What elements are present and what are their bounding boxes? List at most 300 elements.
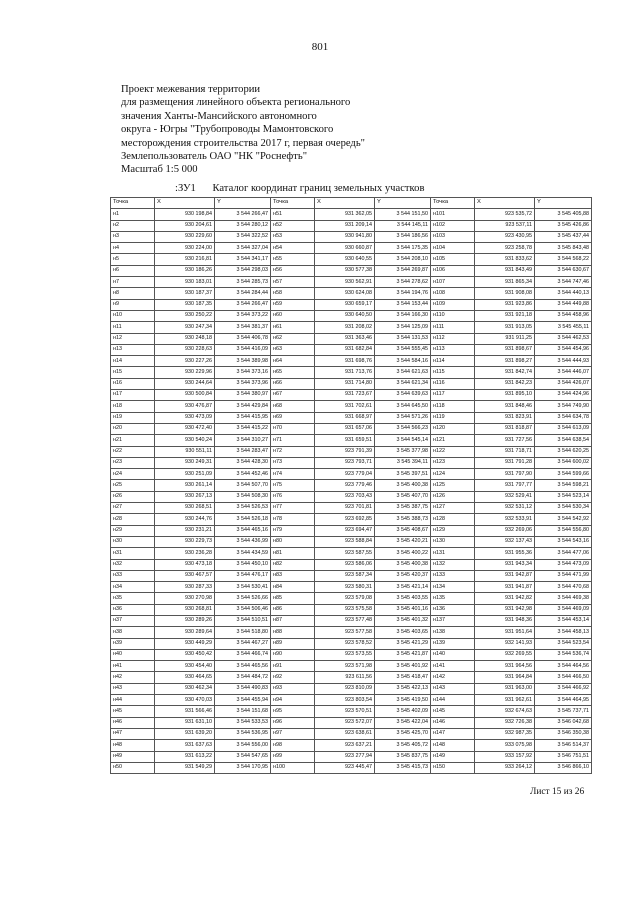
y-cell: 3 545 455,11 xyxy=(535,322,592,333)
table-row xyxy=(111,615,592,626)
point-cell: н83 xyxy=(271,570,315,581)
x-cell: 931 209,14 xyxy=(315,220,375,231)
point-cell: н23 xyxy=(111,457,155,468)
y-cell: 3 544 477,06 xyxy=(535,548,592,559)
y-cell: 3 544 749,90 xyxy=(535,401,592,412)
x-cell: 931 791,28 xyxy=(475,457,535,468)
x-cell: 930 462,34 xyxy=(155,683,215,694)
y-cell: 3 544 484,72 xyxy=(215,672,271,683)
x-cell: 930 231,21 xyxy=(155,525,215,536)
y-cell: 3 544 542,92 xyxy=(535,514,592,525)
point-cell: н90 xyxy=(271,649,315,660)
header-line: месторождения строительства 2017 г, первая очередь" xyxy=(121,137,365,149)
table-row xyxy=(111,672,592,683)
x-cell: 930 187,35 xyxy=(155,299,215,310)
point-cell: н123 xyxy=(431,457,475,468)
col-header-y: Y xyxy=(535,198,592,209)
point-cell: н25 xyxy=(111,480,155,491)
header-line: значения Ханты-Мансийского автономного xyxy=(121,110,317,122)
col-header-x: X xyxy=(315,198,375,209)
table-row xyxy=(111,322,592,333)
point-cell: н144 xyxy=(431,695,475,706)
point-cell: н6 xyxy=(111,265,155,276)
y-cell: 3 544 131,53 xyxy=(375,333,431,344)
x-cell: 923 587,55 xyxy=(315,548,375,559)
x-cell: 930 248,18 xyxy=(155,333,215,344)
x-cell: 923 571,98 xyxy=(315,661,375,672)
point-cell: н147 xyxy=(431,728,475,739)
table-row xyxy=(111,717,592,728)
point-cell: н26 xyxy=(111,491,155,502)
x-cell: 931 898,27 xyxy=(475,356,535,367)
header-line: Масштаб 1:5 000 xyxy=(121,164,198,176)
point-cell: н143 xyxy=(431,683,475,694)
table-row xyxy=(111,514,592,525)
y-cell: 3 545 421,14 xyxy=(375,582,431,593)
x-cell: 931 848,46 xyxy=(475,401,535,412)
point-cell: н76 xyxy=(271,491,315,502)
table-row xyxy=(111,582,592,593)
table-row xyxy=(111,344,592,355)
table-row xyxy=(111,480,592,491)
table-row xyxy=(111,378,592,389)
point-cell: н85 xyxy=(271,593,315,604)
x-cell: 930 198,84 xyxy=(155,209,215,220)
x-cell: 923 586,06 xyxy=(315,559,375,570)
x-cell: 930 228,63 xyxy=(155,344,215,355)
y-cell: 3 544 476,17 xyxy=(215,570,271,581)
x-cell: 932 269,06 xyxy=(475,525,535,536)
y-cell: 3 545 387,75 xyxy=(375,503,431,514)
y-cell: 3 544 175,35 xyxy=(375,243,431,254)
y-cell: 3 544 510,51 xyxy=(215,615,271,626)
header-line: Проект межевания территории xyxy=(121,84,261,95)
y-cell: 3 545 408,67 xyxy=(375,525,431,536)
y-cell: 3 545 425,70 xyxy=(375,728,431,739)
point-cell: н100 xyxy=(271,762,315,773)
y-cell: 3 544 380,97 xyxy=(215,390,271,401)
point-cell: н82 xyxy=(271,559,315,570)
point-cell: н62 xyxy=(271,333,315,344)
x-cell: 931 955,36 xyxy=(475,548,535,559)
y-cell: 3 544 283,47 xyxy=(215,446,271,457)
x-cell: 923 570,51 xyxy=(315,706,375,717)
point-cell: н84 xyxy=(271,582,315,593)
x-cell: 930 244,64 xyxy=(155,378,215,389)
y-cell: 3 544 436,99 xyxy=(215,536,271,547)
point-cell: н40 xyxy=(111,649,155,660)
x-cell: 931 923,86 xyxy=(475,299,535,310)
x-cell: 931 797,77 xyxy=(475,480,535,491)
x-cell: 930 640,50 xyxy=(315,310,375,321)
point-cell: н49 xyxy=(111,751,155,762)
y-cell: 3 544 429,84 xyxy=(215,401,271,412)
table-body xyxy=(111,209,592,774)
point-cell: н22 xyxy=(111,446,155,457)
y-cell: 3 544 298,03 xyxy=(215,265,271,276)
x-cell: 923 703,43 xyxy=(315,491,375,502)
point-cell: н98 xyxy=(271,740,315,751)
point-cell: н117 xyxy=(431,390,475,401)
y-cell: 3 545 397,51 xyxy=(375,469,431,480)
y-cell: 3 544 639,63 xyxy=(375,390,431,401)
x-cell: 930 261,14 xyxy=(155,480,215,491)
y-cell: 3 544 571,26 xyxy=(375,412,431,423)
point-cell: н65 xyxy=(271,367,315,378)
x-cell: 932 529,41 xyxy=(475,491,535,502)
point-cell: н44 xyxy=(111,695,155,706)
table-title: Каталог координат границ земельных участков xyxy=(212,183,425,194)
point-cell: н45 xyxy=(111,706,155,717)
x-cell: 923 701,81 xyxy=(315,503,375,514)
y-cell: 3 544 645,50 xyxy=(375,401,431,412)
x-cell: 930 470,03 xyxy=(155,695,215,706)
table-row xyxy=(111,536,592,547)
y-cell: 3 544 186,56 xyxy=(375,231,431,242)
point-cell: н93 xyxy=(271,683,315,694)
point-cell: н148 xyxy=(431,740,475,751)
x-cell: 930 454,40 xyxy=(155,661,215,672)
y-cell: 3 544 536,95 xyxy=(215,728,271,739)
y-cell: 3 544 526,53 xyxy=(215,503,271,514)
y-cell: 3 544 466,74 xyxy=(215,649,271,660)
y-cell: 3 545 415,73 xyxy=(375,762,431,773)
table-row xyxy=(111,220,592,231)
sheet-counter: Лист 15 из 26 xyxy=(530,787,585,797)
point-cell: н31 xyxy=(111,548,155,559)
y-cell: 3 545 421,87 xyxy=(375,649,431,660)
point-cell: н135 xyxy=(431,593,475,604)
point-cell: н86 xyxy=(271,604,315,615)
point-cell: н92 xyxy=(271,672,315,683)
x-cell: 930 270,98 xyxy=(155,593,215,604)
y-cell: 3 544 530,34 xyxy=(535,503,592,514)
point-cell: н89 xyxy=(271,638,315,649)
x-cell: 923 779,46 xyxy=(315,480,375,491)
y-cell: 3 544 424,96 xyxy=(535,390,592,401)
x-cell: 930 640,55 xyxy=(315,254,375,265)
y-cell: 3 544 465,16 xyxy=(215,525,271,536)
point-cell: н16 xyxy=(111,378,155,389)
y-cell: 3 544 469,38 xyxy=(535,593,592,604)
x-cell: 930 660,87 xyxy=(315,243,375,254)
y-cell: 3 544 555,45 xyxy=(375,344,431,355)
table-row xyxy=(111,604,592,615)
y-cell: 3 545 843,48 xyxy=(535,243,592,254)
y-cell: 3 544 518,80 xyxy=(215,627,271,638)
point-cell: н72 xyxy=(271,446,315,457)
x-cell: 931 865,34 xyxy=(475,277,535,288)
x-cell: 930 229,96 xyxy=(155,367,215,378)
point-cell: н139 xyxy=(431,638,475,649)
point-cell: н106 xyxy=(431,265,475,276)
point-cell: н13 xyxy=(111,344,155,355)
point-cell: н115 xyxy=(431,367,475,378)
x-cell: 931 668,97 xyxy=(315,412,375,423)
x-cell: 930 186,26 xyxy=(155,265,215,276)
y-cell: 3 544 416,09 xyxy=(215,344,271,355)
point-cell: н32 xyxy=(111,559,155,570)
x-cell: 931 964,84 xyxy=(475,672,535,683)
y-cell: 3 544 600,02 xyxy=(535,457,592,468)
y-cell: 3 544 584,16 xyxy=(375,356,431,367)
y-cell: 3 545 377,98 xyxy=(375,446,431,457)
table-row xyxy=(111,751,592,762)
x-cell: 932 533,91 xyxy=(475,514,535,525)
point-cell: н95 xyxy=(271,706,315,717)
x-cell: 931 833,62 xyxy=(475,254,535,265)
point-cell: н64 xyxy=(271,356,315,367)
y-cell: 3 544 464,95 xyxy=(535,695,592,706)
point-cell: н120 xyxy=(431,423,475,434)
x-cell: 923 580,31 xyxy=(315,582,375,593)
point-cell: н3 xyxy=(111,231,155,242)
point-cell: н126 xyxy=(431,491,475,502)
x-cell: 931 718,71 xyxy=(475,446,535,457)
coordinate-catalog-table xyxy=(110,197,592,774)
x-cell: 930 224,00 xyxy=(155,243,215,254)
table-row xyxy=(111,728,592,739)
point-cell: н11 xyxy=(111,322,155,333)
point-cell: н59 xyxy=(271,299,315,310)
point-cell: н108 xyxy=(431,288,475,299)
y-cell: 3 544 444,93 xyxy=(535,356,592,367)
x-cell: 931 362,05 xyxy=(315,209,375,220)
x-cell: 923 445,47 xyxy=(315,762,375,773)
document-header xyxy=(121,83,541,177)
x-cell: 923 573,55 xyxy=(315,649,375,660)
y-cell: 3 544 145,11 xyxy=(375,220,431,231)
x-cell: 931 942,87 xyxy=(475,570,535,581)
y-cell: 3 544 440,13 xyxy=(535,288,592,299)
x-cell: 930 229,73 xyxy=(155,536,215,547)
y-cell: 3 545 401,16 xyxy=(375,604,431,615)
point-cell: н67 xyxy=(271,390,315,401)
point-cell: н114 xyxy=(431,356,475,367)
point-cell: н55 xyxy=(271,254,315,265)
x-cell: 923 535,72 xyxy=(475,209,535,220)
y-cell: 3 544 466,92 xyxy=(535,683,592,694)
point-cell: н43 xyxy=(111,683,155,694)
x-cell: 931 942,82 xyxy=(475,593,535,604)
table-row xyxy=(111,254,592,265)
point-cell: н8 xyxy=(111,288,155,299)
point-cell: н48 xyxy=(111,740,155,751)
point-cell: н24 xyxy=(111,469,155,480)
x-cell: 931 631,10 xyxy=(155,717,215,728)
point-cell: н41 xyxy=(111,661,155,672)
x-cell: 931 942,98 xyxy=(475,604,535,615)
x-cell: 923 793,71 xyxy=(315,457,375,468)
table-row xyxy=(111,706,592,717)
point-cell: н9 xyxy=(111,299,155,310)
y-cell: 3 544 381,37 xyxy=(215,322,271,333)
point-cell: н47 xyxy=(111,728,155,739)
y-cell: 3 544 598,21 xyxy=(535,480,592,491)
point-cell: н29 xyxy=(111,525,155,536)
x-cell: 932 269,55 xyxy=(475,649,535,660)
point-cell: н137 xyxy=(431,615,475,626)
x-cell: 930 659,17 xyxy=(315,299,375,310)
table-row xyxy=(111,695,592,706)
x-cell: 930 249,31 xyxy=(155,457,215,468)
x-cell: 923 579,08 xyxy=(315,593,375,604)
x-cell: 930 247,34 xyxy=(155,322,215,333)
y-cell: 3 544 523,14 xyxy=(535,491,592,502)
point-cell: н136 xyxy=(431,604,475,615)
x-cell: 930 204,61 xyxy=(155,220,215,231)
x-cell: 923 803,54 xyxy=(315,695,375,706)
x-cell: 930 268,51 xyxy=(155,503,215,514)
point-cell: н103 xyxy=(431,231,475,242)
x-cell: 933 075,98 xyxy=(475,740,535,751)
x-cell: 931 613,22 xyxy=(155,751,215,762)
table-row xyxy=(111,333,592,344)
point-cell: н113 xyxy=(431,344,475,355)
point-cell: н34 xyxy=(111,582,155,593)
x-cell: 923 537,11 xyxy=(475,220,535,231)
x-cell: 930 289,26 xyxy=(155,615,215,626)
point-cell: н142 xyxy=(431,672,475,683)
point-cell: н130 xyxy=(431,536,475,547)
header-line: для размещения линейного объекта регионального xyxy=(121,97,351,109)
point-cell: н58 xyxy=(271,288,315,299)
point-cell: н127 xyxy=(431,503,475,514)
y-cell: 3 545 421,29 xyxy=(375,638,431,649)
x-cell: 931 898,67 xyxy=(475,344,535,355)
x-cell: 930 464,65 xyxy=(155,672,215,683)
point-cell: н28 xyxy=(111,514,155,525)
table-row xyxy=(111,457,592,468)
point-cell: н63 xyxy=(271,344,315,355)
y-cell: 3 544 373,96 xyxy=(215,378,271,389)
x-cell: 923 577,48 xyxy=(315,615,375,626)
point-cell: н140 xyxy=(431,649,475,660)
point-cell: н125 xyxy=(431,480,475,491)
point-cell: н81 xyxy=(271,548,315,559)
y-cell: 3 544 389,98 xyxy=(215,356,271,367)
y-cell: 3 544 634,78 xyxy=(535,412,592,423)
x-cell: 930 562,91 xyxy=(315,277,375,288)
point-cell: н1 xyxy=(111,209,155,220)
y-cell: 3 544 322,52 xyxy=(215,231,271,242)
col-header-point: Точка xyxy=(271,198,315,209)
point-cell: н57 xyxy=(271,277,315,288)
point-cell: н129 xyxy=(431,525,475,536)
y-cell: 3 544 545,14 xyxy=(375,435,431,446)
col-header-point: Точка xyxy=(431,198,475,209)
table-row xyxy=(111,525,592,536)
table-row xyxy=(111,356,592,367)
x-cell: 931 714,80 xyxy=(315,378,375,389)
point-cell: н118 xyxy=(431,401,475,412)
y-cell: 3 544 620,25 xyxy=(535,446,592,457)
point-cell: н38 xyxy=(111,627,155,638)
table-row xyxy=(111,491,592,502)
y-cell: 3 545 737,71 xyxy=(535,706,592,717)
point-cell: н121 xyxy=(431,435,475,446)
x-cell: 930 216,81 xyxy=(155,254,215,265)
x-cell: 930 289,64 xyxy=(155,627,215,638)
y-cell: 3 544 490,83 xyxy=(215,683,271,694)
table-row xyxy=(111,423,592,434)
col-header-x: X xyxy=(475,198,535,209)
x-cell: 930 473,09 xyxy=(155,412,215,423)
x-cell: 931 727,56 xyxy=(475,435,535,446)
header-line: округа - Югры "Трубопроводы Мамонтовского xyxy=(121,124,334,136)
x-cell: 930 577,38 xyxy=(315,265,375,276)
point-cell: н104 xyxy=(431,243,475,254)
y-cell: 3 545 422,13 xyxy=(375,683,431,694)
x-cell: 930 251,09 xyxy=(155,469,215,480)
y-cell: 3 544 536,74 xyxy=(535,649,592,660)
x-cell: 931 698,76 xyxy=(315,356,375,367)
y-cell: 3 545 400,38 xyxy=(375,559,431,570)
point-cell: н4 xyxy=(111,243,155,254)
y-cell: 3 544 506,46 xyxy=(215,604,271,615)
y-cell: 3 544 373,16 xyxy=(215,367,271,378)
y-cell: 3 544 747,46 xyxy=(535,277,592,288)
table-row xyxy=(111,390,592,401)
point-cell: н111 xyxy=(431,322,475,333)
point-cell: н14 xyxy=(111,356,155,367)
y-cell: 3 545 403,55 xyxy=(375,593,431,604)
point-cell: н132 xyxy=(431,559,475,570)
y-cell: 3 544 566,23 xyxy=(375,423,431,434)
y-cell: 3 544 194,76 xyxy=(375,288,431,299)
table-row xyxy=(111,593,592,604)
y-cell: 3 545 400,22 xyxy=(375,548,431,559)
y-cell: 3 544 455,94 xyxy=(215,695,271,706)
y-cell: 3 545 837,75 xyxy=(375,751,431,762)
point-cell: н124 xyxy=(431,469,475,480)
y-cell: 3 545 422,04 xyxy=(375,717,431,728)
x-cell: 932 531,12 xyxy=(475,503,535,514)
table-row xyxy=(111,762,592,773)
point-cell: н109 xyxy=(431,299,475,310)
y-cell: 3 545 405,88 xyxy=(535,209,592,220)
x-cell: 923 694,47 xyxy=(315,525,375,536)
point-cell: н50 xyxy=(111,762,155,773)
y-cell: 3 544 278,62 xyxy=(375,277,431,288)
x-cell: 923 611,56 xyxy=(315,672,375,683)
point-cell: н18 xyxy=(111,401,155,412)
y-cell: 3 544 470,68 xyxy=(535,582,592,593)
y-cell: 3 544 508,30 xyxy=(215,491,271,502)
table-row xyxy=(111,299,592,310)
y-cell: 3 544 454,96 xyxy=(535,344,592,355)
x-cell: 933 264,12 xyxy=(475,762,535,773)
x-cell: 931 843,49 xyxy=(475,265,535,276)
point-cell: н70 xyxy=(271,423,315,434)
x-cell: 931 921,18 xyxy=(475,310,535,321)
point-cell: н69 xyxy=(271,412,315,423)
x-cell: 930 250,22 xyxy=(155,310,215,321)
y-cell: 3 544 125,09 xyxy=(375,322,431,333)
point-cell: н73 xyxy=(271,457,315,468)
x-cell: 932 726,38 xyxy=(475,717,535,728)
y-cell: 3 544 284,44 xyxy=(215,288,271,299)
x-cell: 930 227,26 xyxy=(155,356,215,367)
y-cell: 3 544 473,09 xyxy=(535,559,592,570)
y-cell: 3 544 266,47 xyxy=(215,209,271,220)
x-cell: 930 500,84 xyxy=(155,390,215,401)
y-cell: 3 544 469,09 xyxy=(535,604,592,615)
x-cell: 923 572,07 xyxy=(315,717,375,728)
point-cell: н79 xyxy=(271,525,315,536)
x-cell: 923 430,95 xyxy=(475,231,535,242)
x-cell: 923 258,78 xyxy=(475,243,535,254)
